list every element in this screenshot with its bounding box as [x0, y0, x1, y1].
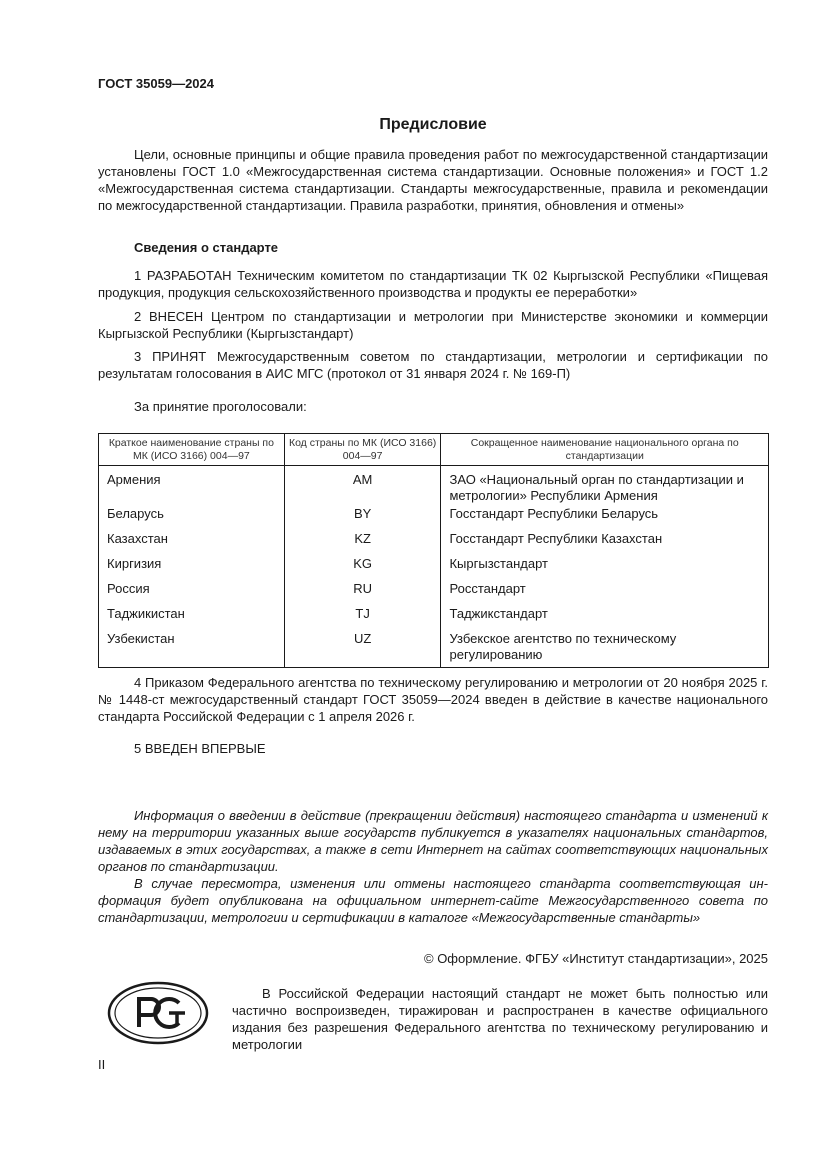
- country-code: BY: [284, 506, 441, 531]
- header-national-body: Сокращенное наименование национального органа по стандартизации: [441, 434, 769, 466]
- national-body: Таджикстандарт: [441, 606, 769, 631]
- info-heading: Сведения о стандарте: [134, 240, 279, 255]
- national-body: Росстандарт: [441, 581, 769, 606]
- country-name: Беларусь: [99, 506, 285, 531]
- table-header-row: [99, 434, 769, 466]
- page-title: Предисловие: [379, 116, 487, 133]
- country-code: RU: [284, 581, 441, 606]
- voting-table: [98, 433, 769, 668]
- country-code: AM: [284, 466, 441, 507]
- rights-notice: В Российской Федерации настоящий стандарт не может быть полностью или частично воспроизведен, тиражирован и распространен в качестве официального издания без разрешения Федерального агентства по техническому регулированию и метрологии: [232, 986, 768, 1052]
- national-body: Кыргызстандарт: [441, 556, 769, 581]
- table-row: [99, 631, 769, 668]
- standard-code: ГОСТ 35059—2024: [98, 76, 214, 91]
- country-name: Россия: [99, 581, 285, 606]
- table-row: [99, 606, 769, 631]
- header-country-code: Код страны по МК (ИСО 3166) 004—97: [284, 434, 441, 466]
- national-body: ЗАО «Национальный орган по стандартизации и метрологии» Республики Армения: [441, 466, 769, 507]
- notice-paragraph-1: Информация о введении в действие (прекращении действия) настоящего стандарта и изменений к нему на территории указанных выше государств публикуется в указателях национальных стандартов, издаваемых в этих государствах, а также в сети Интернет на сайтах соответствующих национальных органов по стандартизации.: [98, 808, 768, 874]
- header-country-name: Краткое наименование страны по МК (ИСО 3166) 004—97: [99, 434, 285, 466]
- country-name: Армения: [99, 466, 285, 507]
- country-code: KZ: [284, 531, 441, 556]
- voted-label: За принятие проголосовали:: [134, 399, 307, 414]
- rst-certification-mark-icon: [107, 981, 209, 1045]
- intro-paragraph: Цели, основные принципы и общие правила проведения работ по межгосударственной стандартизации установлены ГОСТ 1.0 «Межгосударственная система стандартизации. Основные положения» и ГОСТ 1.2 «Межгосударственная система стандартизации. Стандарты межгосударственные, правила и рекомендации по межгосударственной стандартизации. Правила разработки, принятия, обновления и отмены»: [98, 147, 768, 213]
- item-order: 4 Приказом Федерального агентства по техническому регулированию и метрологии от 20 ноября 2025 г. № 1448-ст межгосударственный стандарт ГОСТ 35059—2024 введен в действие в качестве национального стандарта Российской Федерации с 1 апреля 2026 г.: [98, 675, 768, 724]
- country-code: TJ: [284, 606, 441, 631]
- item-adopted: 3 ПРИНЯТ Межгосударственным советом по стандартизации, метрологии и сертификации по результатам голосования в АИС МГС (протокол от 31 января 2024 г. № 169-П): [98, 349, 768, 381]
- country-name: Узбекистан: [99, 631, 285, 668]
- copyright-line: © Оформление. ФГБУ «Институт стандартизации», 2025: [424, 951, 768, 966]
- notice-paragraph-2: В случае пересмотра, изменения или отмены настоящего стандарта соответствующая информация будет опубликована на официальном интернет-сайте Межгосударственного совета по стандартизации, метрологии и сертификации в каталоге «Межгосударственные стандарты»: [98, 876, 768, 925]
- country-code: UZ: [284, 631, 441, 668]
- table-row: [99, 466, 769, 507]
- country-name: Таджикистан: [99, 606, 285, 631]
- country-name: Киргизия: [99, 556, 285, 581]
- item-developed: 1 РАЗРАБОТАН Техническим комитетом по стандартизации ТК 02 Кыргызской Республики «Пищевая продукция, продукция сельскохозяйственного производства и продукты ее переработки»: [98, 268, 768, 300]
- item-first-time: 5 ВВЕДЕН ВПЕРВЫЕ: [134, 741, 266, 756]
- table-row: [99, 581, 769, 606]
- item-introduced: 2 ВНЕСЕН Центром по стандартизации и метрологии при Министерстве экономики и коммерции Кыргызской Республики (Кыргызстандарт): [98, 309, 768, 341]
- page-number: II: [98, 1057, 106, 1072]
- table-row: [99, 531, 769, 556]
- table-row: [99, 506, 769, 531]
- table-row: [99, 556, 769, 581]
- country-name: Казахстан: [99, 531, 285, 556]
- national-body: Госстандарт Республики Казахстан: [441, 531, 769, 556]
- national-body: Узбекское агентство по техническому регулированию: [441, 631, 769, 668]
- national-body: Госстандарт Республики Беларусь: [441, 506, 769, 531]
- country-code: KG: [284, 556, 441, 581]
